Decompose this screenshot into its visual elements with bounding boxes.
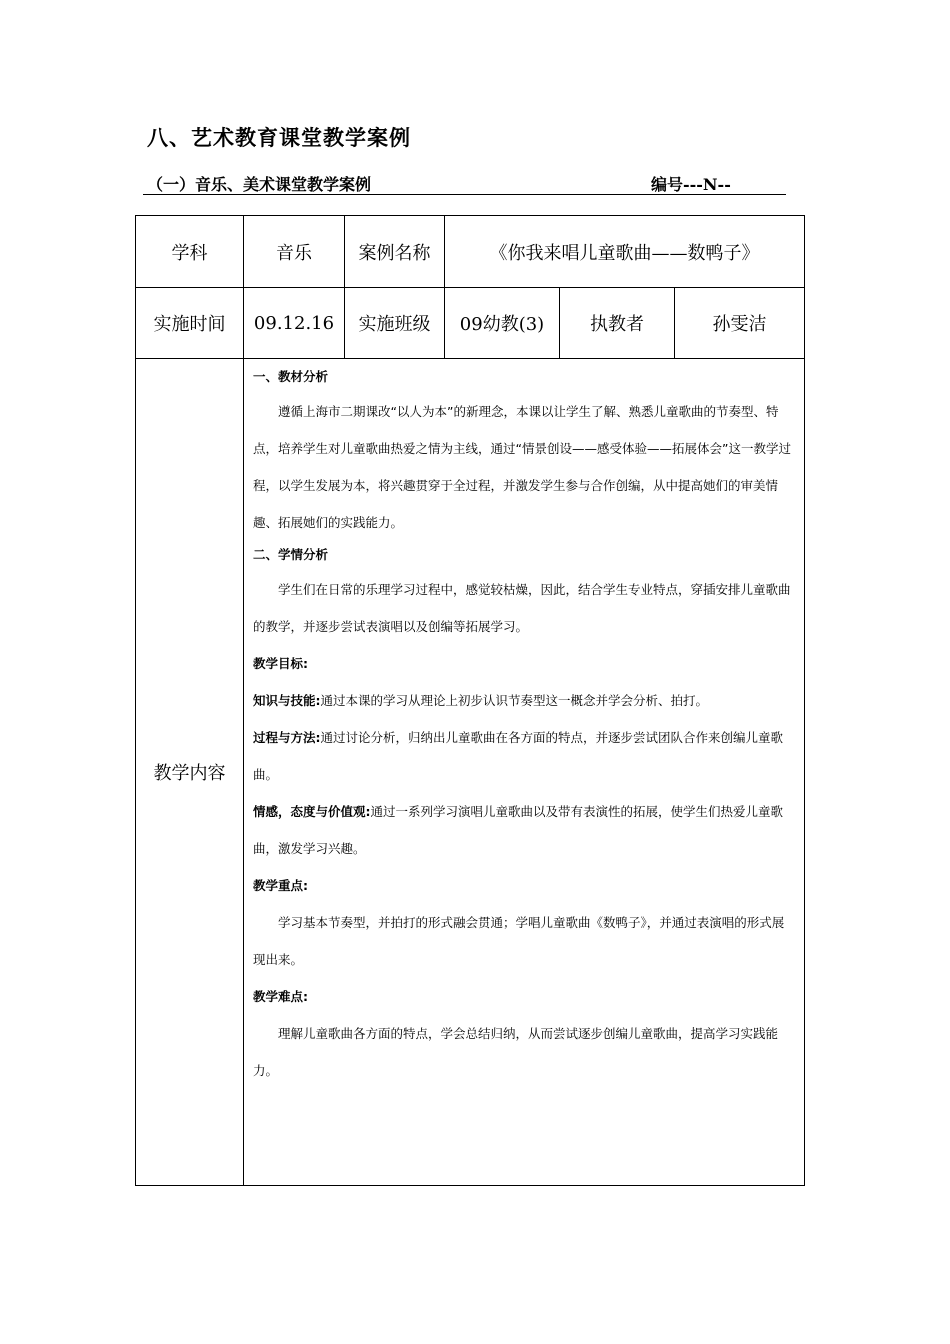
- diff-heading: 教学难点:: [253, 989, 308, 1004]
- goal3-text: 通过一系列学习演唱儿童歌曲以及带有表演性的拓展，使学生们热爱儿童歌曲，激发学习兴趣。: [253, 804, 784, 856]
- goal-process: [253, 719, 796, 793]
- s1-heading: 一、教材分析: [253, 369, 329, 384]
- time-label: 实施时间: [135, 287, 244, 359]
- key-text: 学习基本节奏型，并拍打的形式融会贯通；学唱儿童歌曲《数鸭子》，并通过表演唱的形式展现出来。: [253, 915, 785, 967]
- section-subtitle: （一）音乐、美术课堂教学案例: [147, 175, 372, 194]
- goal-knowledge: [253, 682, 796, 719]
- diff-text: 理解儿童歌曲各方面的特点，学会总结归纳，从而尝试逐步创编儿童歌曲，提高学习实践能力。: [253, 1026, 779, 1078]
- s1-text: 遵循上海市二期课改“以人为本”的新理念，本课以让学生了解、熟悉儿童歌曲的节奏型、特点，培养学生对儿童歌曲热爱之情为主线，通过“情景创设——感受体验——拓展体会”这一教学过程，以学生发展为本，将兴趣贯穿于全过程，并激发学生参与合作创编，从中提高她们的审美情趣、拓展她们的实践能力。: [253, 404, 791, 530]
- subtitle-line: [143, 172, 786, 195]
- serial-number: 编号---N--: [651, 175, 731, 194]
- goals-heading: 教学目标:: [253, 656, 308, 671]
- goal2-label: 过程与方法:: [253, 730, 321, 745]
- goal1-label: 知识与技能:: [253, 693, 321, 708]
- goal1-text: 通过本课的学习从理论上初步认识节奏型这一概念并学会分析、拍打。: [320, 693, 709, 708]
- subject-label: 学科: [135, 215, 244, 288]
- s2-heading: 二、学情分析: [253, 547, 329, 562]
- s2-text: 学生们在日常的乐理学习过程中，感觉较枯燥，因此，结合学生专业特点，穿插安排儿童歌曲的教学，并逐步尝试表演唱以及创编等拓展学习。: [253, 582, 791, 634]
- key-heading: 教学重点:: [253, 878, 308, 893]
- content-label: 教学内容: [135, 358, 244, 1186]
- class-value: 09幼教(3): [444, 287, 560, 359]
- page-title: 八、艺术教育课堂教学案例: [147, 125, 411, 150]
- time-value: 09.12.16: [243, 287, 345, 359]
- subject-value: 音乐: [243, 215, 345, 288]
- goal3-label: 情感，态度与价值观:: [253, 804, 371, 819]
- case-name-value: 《你我来唱儿童歌曲——数鸭子》: [444, 215, 805, 288]
- goal-emotion: [253, 793, 796, 867]
- case-name-label: 案例名称: [344, 215, 445, 288]
- teacher-label: 执教者: [559, 287, 675, 359]
- goal2-text: 通过讨论分析，归纳出儿童歌曲在各方面的特点，并逐步尝试团队合作来创编儿童歌曲。: [253, 730, 784, 782]
- class-label: 实施班级: [344, 287, 445, 359]
- teaching-content: [243, 358, 805, 1186]
- teacher-value: 孙雯洁: [674, 287, 805, 359]
